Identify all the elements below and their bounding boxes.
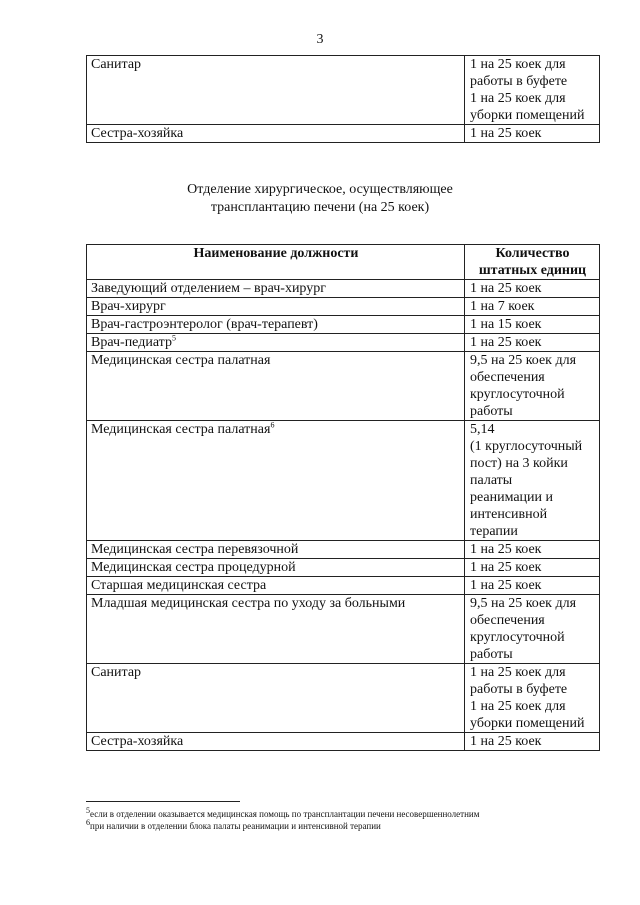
position-name bbox=[87, 421, 465, 541]
staff-table bbox=[86, 244, 600, 751]
position-quantity: 1 на 25 коек bbox=[465, 559, 600, 577]
footnote-reference: 6 bbox=[270, 420, 275, 430]
position-name-text: Медицинская сестра перевязочной bbox=[91, 542, 299, 557]
table-row bbox=[87, 298, 600, 316]
position-name bbox=[87, 733, 465, 751]
table-row bbox=[87, 664, 600, 733]
table-row bbox=[87, 577, 600, 595]
footnote bbox=[86, 808, 606, 820]
footnote bbox=[86, 820, 606, 832]
table-row bbox=[87, 352, 600, 421]
staff-table-continuation bbox=[86, 55, 600, 143]
table-row bbox=[87, 334, 600, 352]
position-name bbox=[87, 577, 465, 595]
position-quantity: 5,14 (1 круглосуточный пост) на 3 койки палаты реанимации и интенсивной терапии bbox=[465, 421, 600, 541]
header-position-name: Наименование должности bbox=[87, 245, 465, 280]
position-name-text: Врач-хирург bbox=[91, 299, 166, 314]
position-name-text: Санитар bbox=[91, 665, 142, 680]
position-name-text: Сестра-хозяйка bbox=[91, 734, 184, 749]
position-name bbox=[87, 559, 465, 577]
section-title bbox=[0, 181, 640, 217]
footnote-text: при наличии в отделении блока палаты реанимации и интенсивной терапии bbox=[90, 821, 381, 831]
table-row bbox=[87, 56, 600, 125]
position-quantity: 1 на 25 коек bbox=[465, 541, 600, 559]
position-quantity: 1 на 7 коек bbox=[465, 298, 600, 316]
position-name-text: Медицинская сестра палатная bbox=[91, 353, 271, 368]
table-row bbox=[87, 125, 600, 143]
position-name bbox=[87, 664, 465, 733]
table-row bbox=[87, 559, 600, 577]
position-quantity: 1 на 25 коек bbox=[465, 334, 600, 352]
position-name-text: Младшая медицинская сестра по уходу за больными bbox=[91, 596, 406, 611]
position-name bbox=[87, 595, 465, 664]
position-name bbox=[87, 541, 465, 559]
position-quantity: 1 на 25 коек bbox=[465, 280, 600, 298]
header-quantity: Количество штатных единиц bbox=[465, 245, 600, 280]
position-name-text: Медицинская сестра палатная bbox=[91, 422, 271, 437]
footnote-text: если в отделении оказывается медицинская помощь по трансплантации печени несовершеннолетним bbox=[90, 809, 480, 819]
page-number: 3 bbox=[316, 32, 324, 47]
table-row bbox=[87, 595, 600, 664]
footnotes bbox=[86, 808, 606, 832]
section-title-line-2: трансплантацию печени (на 25 коек) bbox=[210, 200, 430, 215]
position-name: Санитар bbox=[87, 56, 465, 125]
position-quantity: 1 на 15 коек bbox=[465, 316, 600, 334]
position-quantity: 1 на 25 коек для работы в буфете 1 на 25 коек для уборки помещений bbox=[465, 56, 600, 125]
position-name bbox=[87, 298, 465, 316]
section-title-line-1: Отделение хирургическое, осуществляющее bbox=[187, 182, 453, 197]
position-name bbox=[87, 316, 465, 334]
position-name-text: Медицинская сестра процедурной bbox=[91, 560, 296, 575]
position-name: Сестра-хозяйка bbox=[87, 125, 465, 143]
position-name-text: Врач-гастроэнтеролог (врач-терапевт) bbox=[91, 317, 318, 332]
position-quantity: 9,5 на 25 коек для обеспечения круглосуточной работы bbox=[465, 595, 600, 664]
table-row bbox=[87, 733, 600, 751]
position-quantity: 9,5 на 25 коек для обеспечения круглосуточной работы bbox=[465, 352, 600, 421]
footnote-reference: 5 bbox=[171, 333, 176, 343]
footnote-mark: 5 bbox=[86, 806, 90, 815]
position-name bbox=[87, 352, 465, 421]
position-quantity: 1 на 25 коек bbox=[465, 577, 600, 595]
footnote-separator bbox=[86, 801, 240, 802]
table-row bbox=[87, 421, 600, 541]
position-quantity: 1 на 25 коек bbox=[465, 125, 600, 143]
footnote-mark: 6 bbox=[86, 818, 90, 827]
position-name-text: Врач-педиатр bbox=[91, 335, 172, 350]
position-name bbox=[87, 280, 465, 298]
table-header-row bbox=[87, 245, 600, 280]
position-name-text: Старшая медицинская сестра bbox=[91, 578, 267, 593]
position-quantity: 1 на 25 коек bbox=[465, 733, 600, 751]
table-row bbox=[87, 316, 600, 334]
position-quantity: 1 на 25 коек для работы в буфете 1 на 25 коек для уборки помещений bbox=[465, 664, 600, 733]
table-row bbox=[87, 541, 600, 559]
table-row bbox=[87, 280, 600, 298]
position-name bbox=[87, 334, 465, 352]
position-name-text: Заведующий отделением – врач-хирург bbox=[91, 281, 326, 296]
